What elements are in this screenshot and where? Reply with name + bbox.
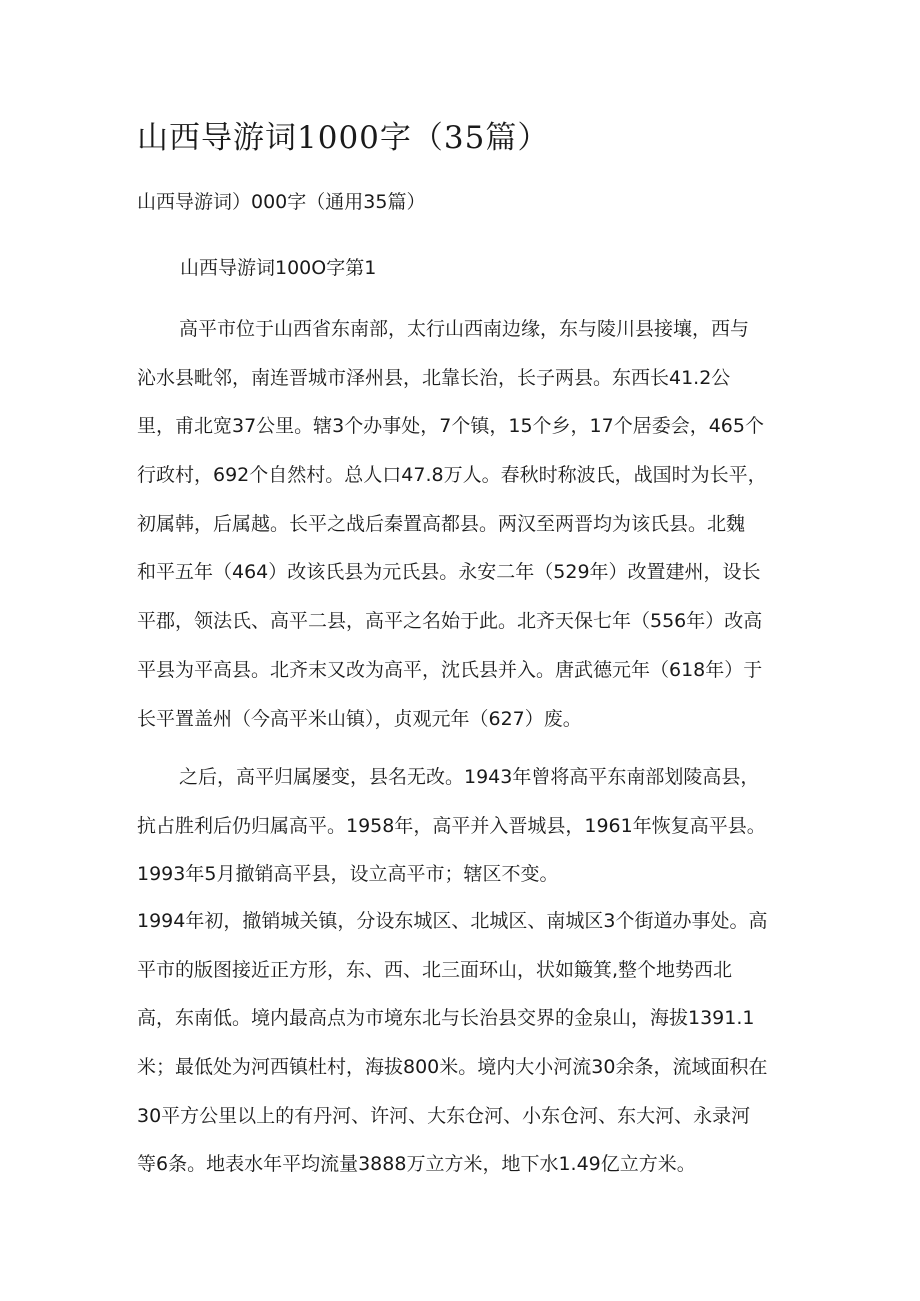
paragraph-line: 30平方公里以上的有丹河、许河、大东仓河、小东仓河、东大河、永录河 <box>137 1104 751 1127</box>
paragraph-2 <box>137 753 797 899</box>
paragraph-line: 平郡，领法氏、高平二县，高平之名始于此。北齐天保七年（556年）改高 <box>137 610 763 633</box>
paragraph-line: 高，东南低。境内最高点为市境东北与长治县交界的金泉山，海拔1391.1 <box>137 1007 755 1030</box>
document-title: 山西导游词1000字（35篇） <box>137 120 550 156</box>
paragraph-line: 之后，高平归属屡变，县名无改。1943年曾将高平东南部划陵高县， <box>179 766 760 788</box>
paragraph-line: 沁水县毗邻，南连晋城市泽州县，北靠长治，长子两县。东西长41.2公 <box>137 366 731 389</box>
paragraph-line: 长平置盖州（今高平米山镇），贞观元年（627）废。 <box>137 707 582 730</box>
document-subtitle: 山西导游词）000字（通用35篇） <box>137 191 426 213</box>
paragraph-line: 1993年5月撤销高平县，设立高平市；辖区不变。 <box>137 863 559 886</box>
paragraph-line: 等6条。地表水年平均流量3888万立方米，地下水1.49亿立方米。 <box>137 1153 696 1176</box>
paragraph-line: 平县为平高县。北齐末又改为高平，沈氏县并入。唐武德元年（618年）于 <box>137 658 763 681</box>
paragraph-line: 米；最低处为河西镇杜村，海拔800米。境内大小河流30余条，流域面积在 <box>137 1056 768 1079</box>
paragraph-line: 高平市位于山西省东南部，太行山西南边缘，东与陵川县接壤，西与 <box>179 318 750 340</box>
paragraph-line: 平市的版图接近正方形，东、西、北三面环山，状如簸箕,整个地势西北 <box>137 958 733 981</box>
paragraph-3 <box>137 897 797 1189</box>
paragraph-line: 行政村，692个自然村。总人口47.8万人。春秋时称波氏，战国时为长平， <box>137 464 767 487</box>
paragraph-line: 初属韩，后属越。长平之战后秦置高都县。两汉至两晋均为该氏县。北魏 <box>137 512 746 535</box>
paragraph-line: 1994年初，撤销城关镇，分设东城区、北城区、南城区3个街道办事处。高 <box>137 910 768 932</box>
paragraph-line: 里，甫北宽37公里。辖3个办事处，7个镇，15个乡，17个居委会，465个 <box>137 415 764 438</box>
paragraph-line: 抗占胜利后仍归属高平。1958年，高平并入晋城县，1961年恢复高平县。 <box>137 814 766 837</box>
section-heading: 山西导游词100O字第1 <box>180 257 377 279</box>
paragraph-1 <box>137 305 797 743</box>
paragraph-line: 和平五年（464）改该氏县为元氏县。永安二年（529年）改置建州，设长 <box>137 561 761 584</box>
